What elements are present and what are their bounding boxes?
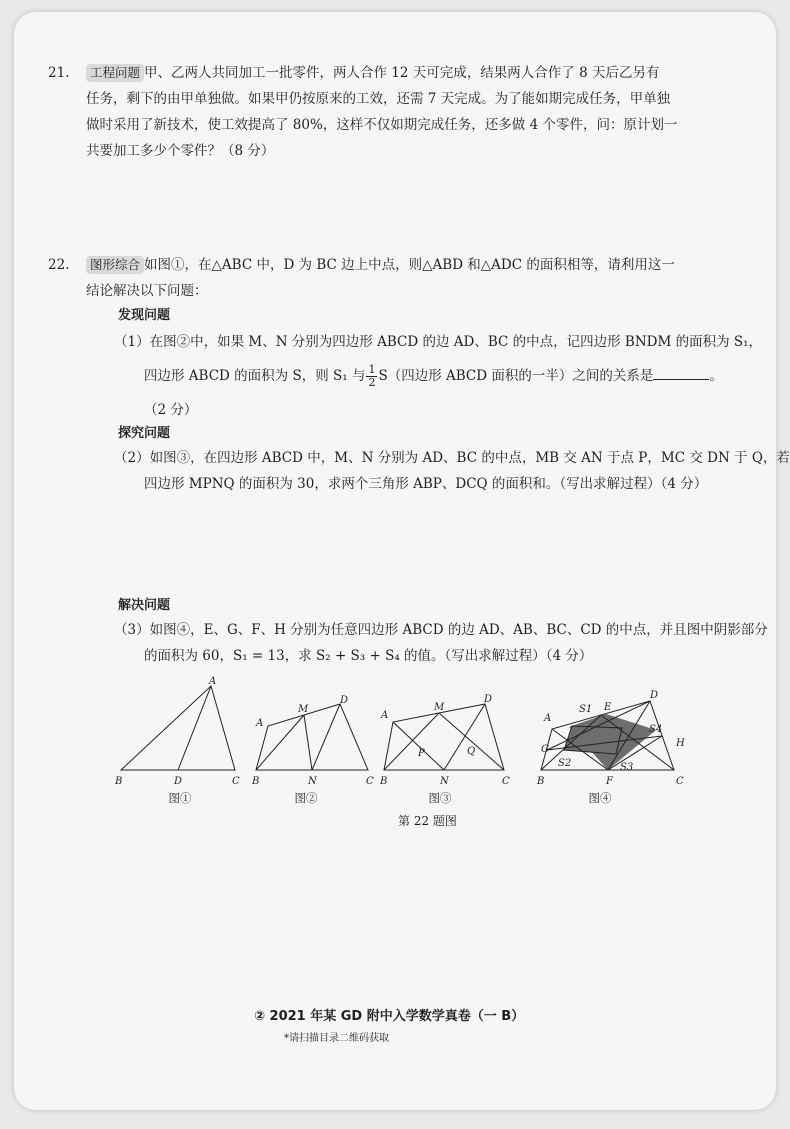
question-line: 做时采用了新技术，使工效提高了 80%，这样不仅如期完成任务，还多做 4 个零件，问：原计划一 xyxy=(86,117,678,133)
answer-blank[interactable] xyxy=(653,365,709,380)
part1-score: （2 分） xyxy=(144,402,198,418)
point-label: D xyxy=(340,695,349,706)
point-label: N xyxy=(308,776,317,787)
point-label: F xyxy=(606,776,613,787)
point-label: C xyxy=(232,776,240,787)
figure-2 xyxy=(256,704,368,770)
area-label: S2 xyxy=(558,758,572,769)
question-line: 任务，剩下的由甲单独做。如果甲仍按原来的工效，还需 7 天完成。为了能如期完成任务，甲单独 xyxy=(86,91,671,107)
question-line: 共要加工多少个零件？（8 分） xyxy=(86,143,275,159)
point-label: C xyxy=(366,776,374,787)
point-label: M xyxy=(434,702,445,713)
fraction-one-half: $\frac{1}{2}$ xyxy=(368,363,376,389)
section-heading-explore: 探究问题 xyxy=(118,426,171,441)
point-label: C xyxy=(502,776,510,787)
point-label: Q xyxy=(467,746,476,757)
point-label: A xyxy=(544,713,552,724)
point-label: A xyxy=(381,710,389,721)
point-label: A xyxy=(209,676,217,687)
exam-page xyxy=(14,12,790,1110)
caption-fig1: 图① xyxy=(168,791,192,805)
question-number: 21. xyxy=(48,65,70,81)
figures-svg xyxy=(115,674,698,804)
point-label: N xyxy=(440,776,449,787)
figure-title: 第 22 题图 xyxy=(398,814,457,828)
figure-1 xyxy=(121,686,235,770)
point-label: P xyxy=(418,748,425,759)
part1-line2: 四边形 ABCD 的面积为 S，则 S₁ 与 $\frac{1}{2}$ S（四边形 ABCD 面积的一半）之间的关系是 。 xyxy=(144,363,723,389)
part2-line1: （2）如图③，在四边形 ABCD 中，M、N 分别为 AD、BC 的中点，MB 交 AN 于点 P，MC 交 DN 于 Q，若 xyxy=(114,450,790,466)
caption-fig4: 图④ xyxy=(588,791,612,805)
area-label: S4 xyxy=(649,724,663,735)
point-label: M xyxy=(298,704,309,715)
point-label: D xyxy=(174,776,183,787)
caption-fig2: 图② xyxy=(294,791,318,805)
area-label: S1 xyxy=(579,704,593,715)
point-label: B xyxy=(537,776,545,787)
part3-line1: （3）如图④，E、G、F、H 分别为任意四边形 ABCD 的边 AD、AB、BC、CD 的中点，并且图中阴影部分 xyxy=(114,622,768,638)
point-label: C xyxy=(676,776,684,787)
part1-line1: （1）在图②中，如果 M、N 分别为四边形 ABCD 的边 AD、BC 的中点，记四边形 BNDM 的面积为 S₁， xyxy=(114,334,763,350)
point-label: D xyxy=(484,694,493,705)
point-label: H xyxy=(676,738,685,749)
point-label: G xyxy=(541,744,549,755)
question-number: 22. xyxy=(48,257,70,273)
point-label: D xyxy=(650,690,659,701)
figures-row xyxy=(115,674,698,808)
area-label: S3 xyxy=(620,762,634,773)
section-heading-solve: 解决问题 xyxy=(118,598,171,613)
question-21 xyxy=(48,60,746,164)
question-line: 结论解决以下问题： xyxy=(86,283,208,299)
question-line: 工程问题 甲、乙两人共同加工一批零件，两人合作 12 天可完成，结果两人合作了 8 天后乙另有 xyxy=(86,60,746,86)
question-line: 图形综合 如图①，在△ABC 中，D 为 BC 边上中点，则△ABD 和△ADC 的面积相等，请利用这一 xyxy=(86,252,746,278)
part2-line2: 四边形 MPNQ 的面积为 30，求两个三角形 ABP、DCQ 的面积和。（写出求解过程）（4 分） xyxy=(144,476,708,492)
page-footer-title: ② 2021 年某 GD 附中入学数学真卷（一 B） xyxy=(254,1009,525,1024)
point-label: B xyxy=(115,776,123,787)
question-tag: 图形综合 xyxy=(86,256,144,274)
section-heading-discover: 发现问题 xyxy=(118,308,171,323)
caption-fig3: 图③ xyxy=(428,791,452,805)
part3-line2: 的面积为 60，S₁ = 13，求 S₂ + S₃ + S₄ 的值。（写出求解过程）（4 分） xyxy=(144,648,593,664)
point-label: A xyxy=(256,718,264,729)
point-label: B xyxy=(380,776,388,787)
point-label: B xyxy=(252,776,260,787)
point-label: E xyxy=(604,702,612,713)
page-footer-note: *请扫描目录二维码获取 xyxy=(284,1033,389,1044)
question-tag: 工程问题 xyxy=(86,64,144,82)
figure-3 xyxy=(384,704,504,770)
question-22 xyxy=(48,252,746,304)
